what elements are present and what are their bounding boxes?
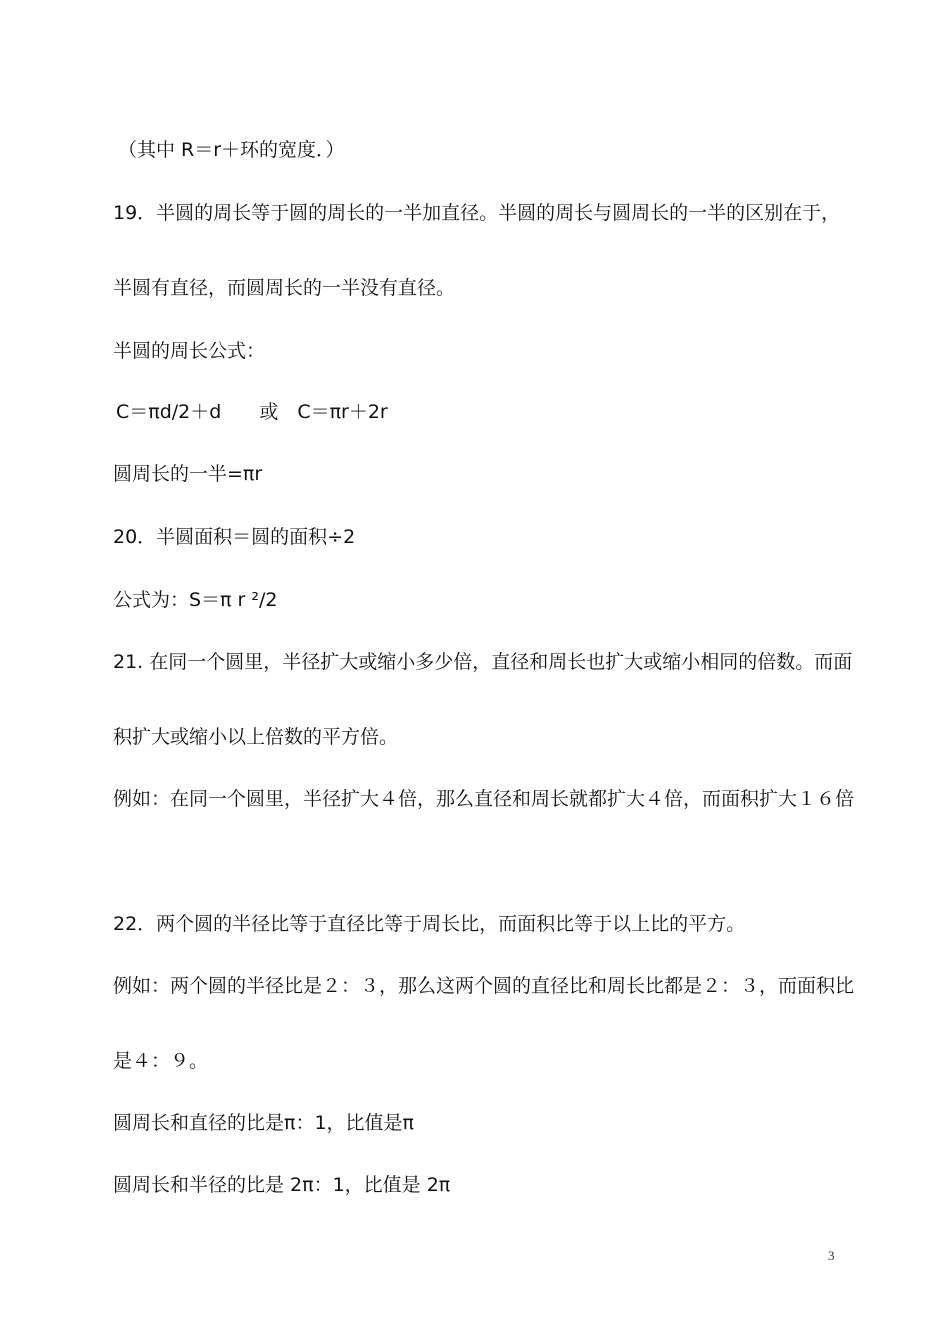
text-line: 19．半圆的周长等于圆的周长的一半加直径。半圆的周长与圆周长的一半的区别在于， <box>113 202 841 224</box>
formula-line: 公式为：S＝π r ²/2 <box>113 589 278 611</box>
text-line: 圆周长的一半=πr <box>113 463 263 485</box>
text-line: 21. 在同一个圆里，半径扩大或缩小多少倍，直径和周长也扩大或缩小相同的倍数。而面 <box>113 651 853 673</box>
text-line: 圆周长和直径的比是π：1，比值是π <box>113 1112 414 1134</box>
text-line: 20．半圆面积＝圆的面积÷2 <box>113 526 356 548</box>
text-line: 22．两个圆的半径比等于直径比等于周长比，而面积比等于以上比的平方。 <box>113 913 746 935</box>
text-line: 积扩大或缩小以上倍数的平方倍。 <box>113 726 399 748</box>
page-number: 3 <box>828 1248 835 1263</box>
text-line: （其中 R＝r＋环的宽度．） <box>118 139 345 161</box>
text-line: 例如：在同一个圆里，半径扩大４倍，那么直径和周长就都扩大４倍，而面积扩大１６倍 <box>113 788 855 810</box>
text-line: 半圆的周长公式： <box>113 340 266 362</box>
text-line: 是４：９。 <box>113 1050 209 1072</box>
text-line: 例如：两个圆的半径比是２：３，那么这两个圆的直径比和周长比都是２：３，而面积比 <box>113 975 855 997</box>
text-line: 圆周长和半径的比是 2π：1，比值是 2π <box>113 1174 451 1196</box>
formula-line: C＝πd/2＋d 或 C＝πr＋2r <box>116 401 388 423</box>
text-line: 半圆有直径，而圆周长的一半没有直径。 <box>113 277 456 299</box>
